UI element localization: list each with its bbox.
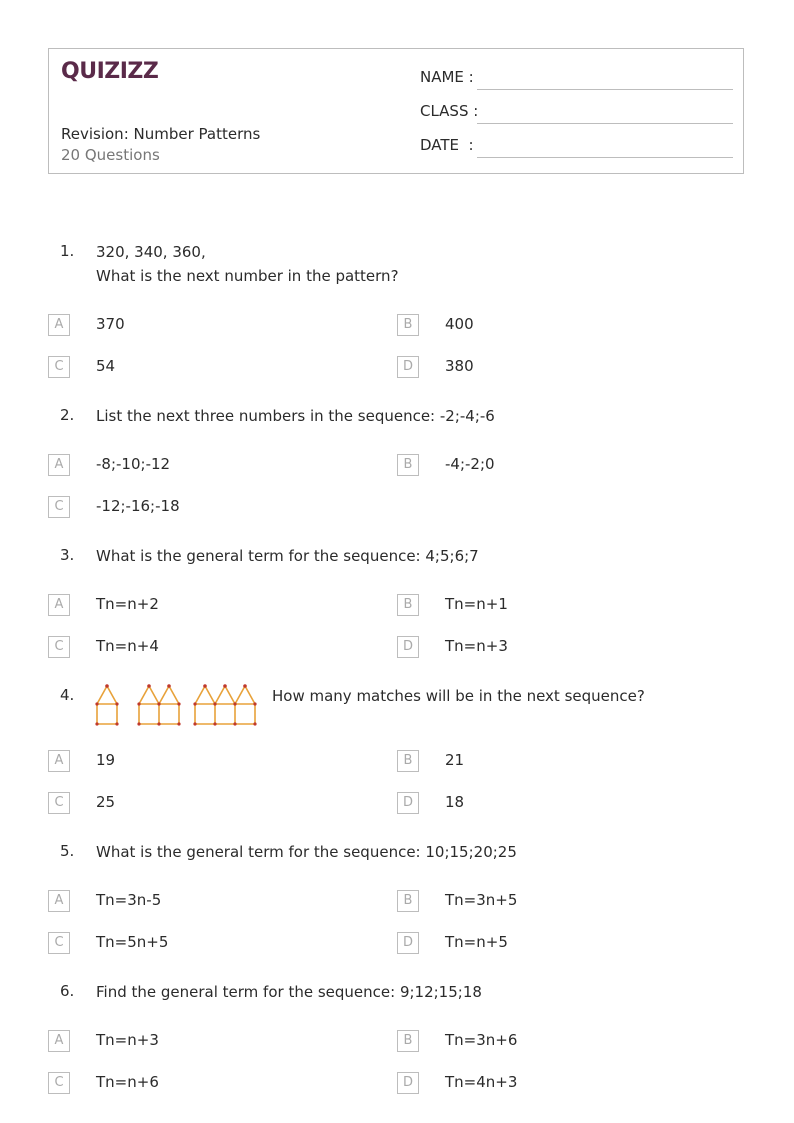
option-text: Tn=n+6 xyxy=(96,1073,159,1091)
option-letter-box[interactable]: A xyxy=(48,890,70,912)
option-letter-box[interactable]: B xyxy=(397,890,419,912)
class-line[interactable] xyxy=(477,123,733,124)
question-number: 5. xyxy=(60,842,75,860)
name-field[interactable] xyxy=(420,68,733,90)
matchstick-pattern-image xyxy=(92,680,260,728)
option-letter-box[interactable]: D xyxy=(397,636,419,658)
class-label: CLASS : xyxy=(420,102,479,120)
option-letter-box[interactable]: A xyxy=(48,750,70,772)
worksheet-header xyxy=(48,48,744,174)
option-letter-box[interactable]: D xyxy=(397,356,419,378)
option-letter-box[interactable]: C xyxy=(48,636,70,658)
option-text: Tn=n+3 xyxy=(445,637,508,655)
option-letter-box[interactable]: C xyxy=(48,792,70,814)
question-text: What is the general term for the sequence: 4;5;6;7 xyxy=(96,547,479,565)
question-text: How many matches will be in the next sequence? xyxy=(272,687,645,705)
option-letter-box[interactable]: B xyxy=(397,1030,419,1052)
question-text: List the next three numbers in the sequence: -2;-4;-6 xyxy=(96,407,495,425)
option-text: Tn=n+1 xyxy=(445,595,508,613)
option-letter-box[interactable]: A xyxy=(48,1030,70,1052)
option-letter-box[interactable]: C xyxy=(48,932,70,954)
name-label: NAME : xyxy=(420,68,474,86)
question-text: Find the general term for the sequence: 9;12;15;18 xyxy=(96,983,482,1001)
option-text: -8;-10;-12 xyxy=(96,455,171,473)
date-label: DATE : xyxy=(420,136,474,154)
option-text: 380 xyxy=(445,357,474,375)
option-text: Tn=n+2 xyxy=(96,595,159,613)
option-text: 54 xyxy=(96,357,116,375)
option-text: 18 xyxy=(445,793,465,811)
option-letter-box[interactable]: D xyxy=(397,1072,419,1094)
question-text-line-2: What is the next number in the pattern? xyxy=(96,267,399,285)
option-text: Tn=n+3 xyxy=(96,1031,159,1049)
question-number: 4. xyxy=(60,686,75,704)
option-letter-box[interactable]: C xyxy=(48,356,70,378)
option-letter-box[interactable]: C xyxy=(48,496,70,518)
question-text xyxy=(96,240,399,288)
matchstick-house-1 xyxy=(97,686,117,724)
option-letter-box[interactable]: B xyxy=(397,594,419,616)
class-field[interactable] xyxy=(420,102,733,124)
option-text: Tn=4n+3 xyxy=(445,1073,518,1091)
question-number: 1. xyxy=(60,242,75,260)
option-text: -12;-16;-18 xyxy=(96,497,180,515)
option-letter-box[interactable]: D xyxy=(397,792,419,814)
option-text: 370 xyxy=(96,315,125,333)
option-text: Tn=3n+5 xyxy=(445,891,518,909)
question-text-line-1: 320, 340, 360, xyxy=(96,243,206,261)
option-letter-box[interactable]: B xyxy=(397,750,419,772)
option-text: Tn=3n-5 xyxy=(96,891,162,909)
question-number: 6. xyxy=(60,982,75,1000)
option-text: Tn=5n+5 xyxy=(96,933,169,951)
option-text: -4;-2;0 xyxy=(445,455,495,473)
option-letter-box[interactable]: A xyxy=(48,314,70,336)
question-text: What is the general term for the sequence: 10;15;20;25 xyxy=(96,843,517,861)
question-number: 3. xyxy=(60,546,75,564)
worksheet-title: Revision: Number Patterns xyxy=(61,125,261,143)
name-line[interactable] xyxy=(477,89,733,90)
option-text: 21 xyxy=(445,751,465,769)
option-letter-box[interactable]: A xyxy=(48,454,70,476)
option-letter-box[interactable]: B xyxy=(397,454,419,476)
option-letter-box[interactable]: A xyxy=(48,594,70,616)
date-line[interactable] xyxy=(477,157,733,158)
question-number: 2. xyxy=(60,406,75,424)
option-text: 25 xyxy=(96,793,116,811)
option-letter-box[interactable]: B xyxy=(397,314,419,336)
quizizz-logo: QUIZIZZ xyxy=(61,59,159,84)
option-letter-box[interactable]: C xyxy=(48,1072,70,1094)
option-text: Tn=n+5 xyxy=(445,933,508,951)
question-count: 20 Questions xyxy=(61,146,160,164)
option-text: 400 xyxy=(445,315,474,333)
option-text: Tn=n+4 xyxy=(96,637,159,655)
option-letter-box[interactable]: D xyxy=(397,932,419,954)
matchstick-house-3 xyxy=(195,686,255,724)
option-text: 19 xyxy=(96,751,116,769)
option-text: Tn=3n+6 xyxy=(445,1031,518,1049)
date-field[interactable] xyxy=(420,136,733,158)
